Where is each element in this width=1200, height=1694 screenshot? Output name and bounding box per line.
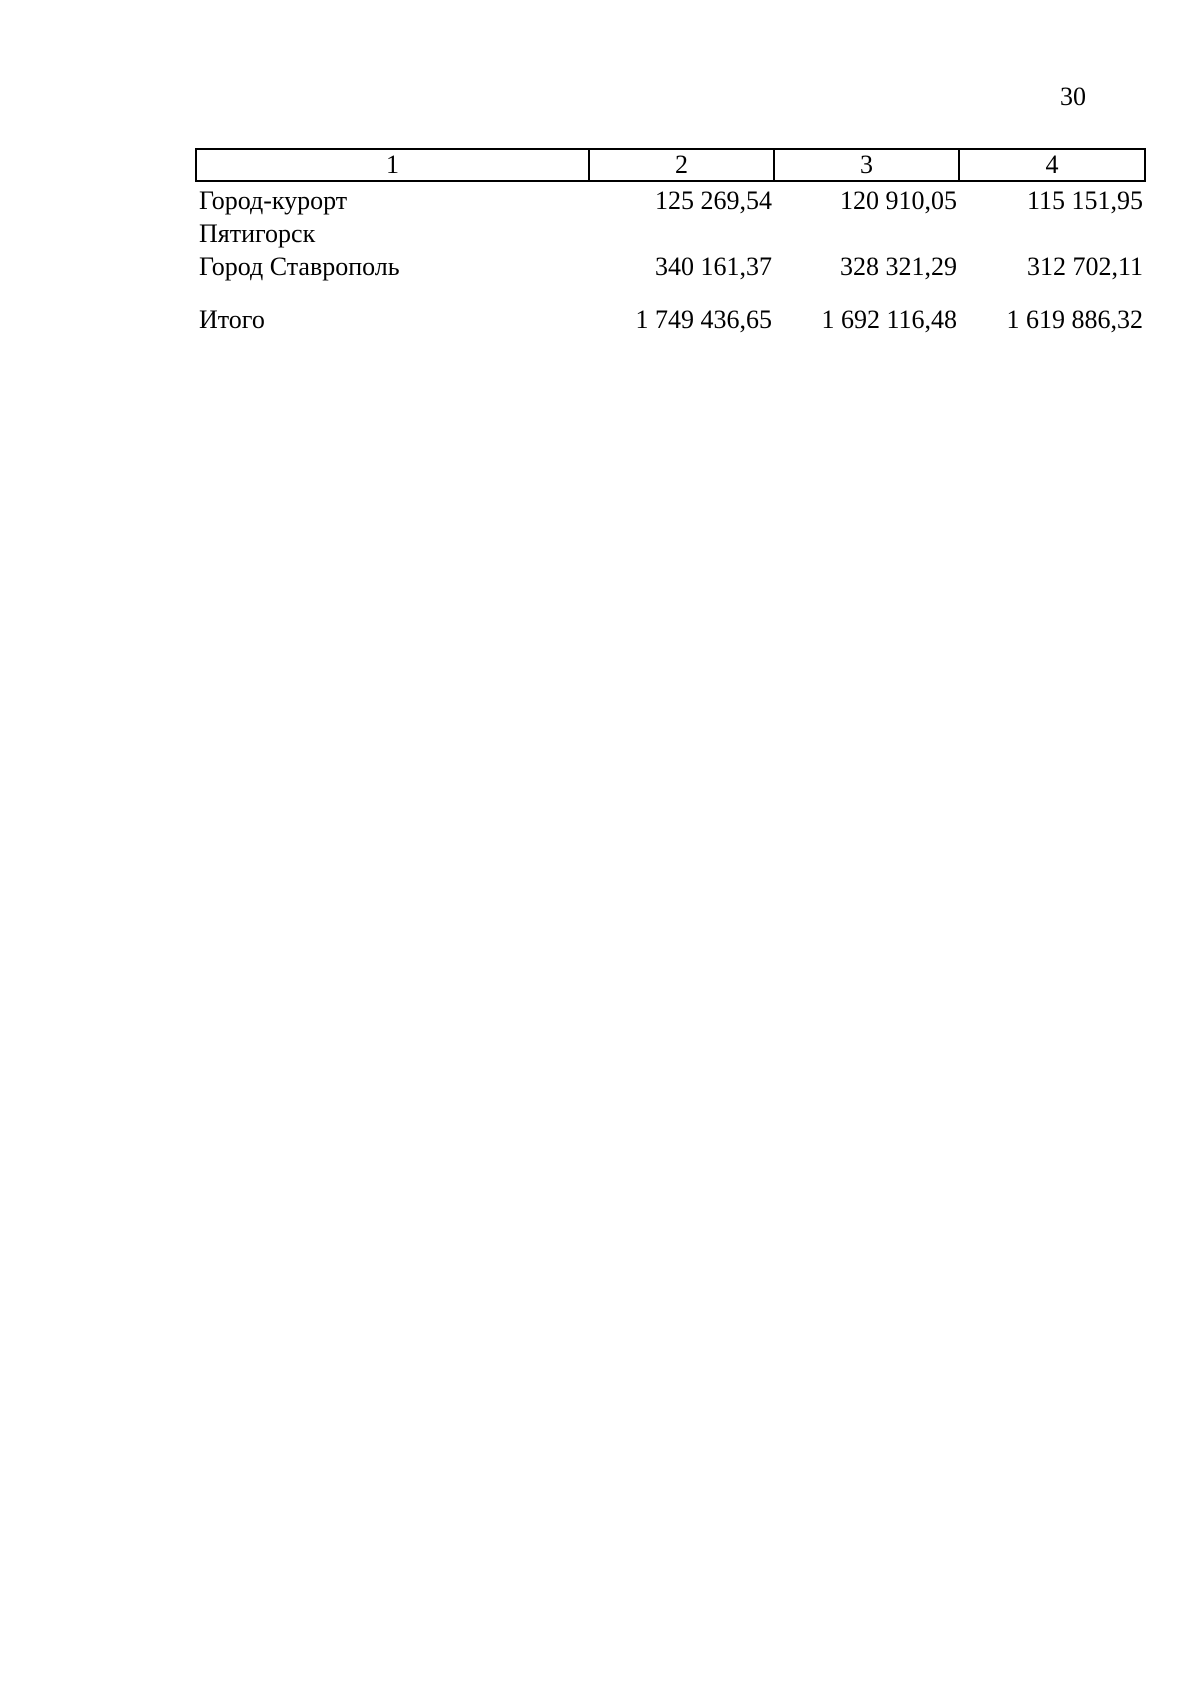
- table-body: [196, 181, 1145, 336]
- header-col-2: 2: [589, 149, 774, 181]
- table-header: [196, 149, 1145, 181]
- table-row: [196, 250, 1145, 283]
- total-label: Итого: [199, 305, 265, 334]
- row-spacer: [196, 283, 1145, 303]
- total-value-col-4: 1 619 886,32: [1006, 305, 1143, 334]
- table-row: [196, 181, 1145, 250]
- header-col-3: 3: [774, 149, 959, 181]
- row-value-col-2: 340 161,37: [655, 252, 772, 281]
- header-col-4: 4: [959, 149, 1145, 181]
- row-name-line: Пятигорск: [199, 219, 316, 248]
- row-value-col-4: 312 702,11: [1026, 252, 1143, 281]
- total-value-col-2: 1 749 436,65: [635, 305, 772, 334]
- row-name: Город Ставрополь: [199, 252, 400, 281]
- row-value-col-2: 125 269,54: [655, 186, 772, 215]
- row-value-col-3: 120 910,05: [840, 186, 957, 215]
- row-value-col-3: 328 321,29: [840, 252, 957, 281]
- total-value-col-3: 1 692 116,48: [821, 305, 957, 334]
- data-table: [195, 148, 1146, 336]
- page-number: 30: [1060, 82, 1086, 111]
- header-row: [196, 149, 1145, 181]
- row-name: [196, 181, 589, 250]
- row-name-line: Город-курорт: [199, 186, 348, 215]
- header-col-1: 1: [196, 149, 589, 181]
- row-value-col-4: 115 151,95: [1026, 186, 1143, 215]
- total-row: [196, 303, 1145, 336]
